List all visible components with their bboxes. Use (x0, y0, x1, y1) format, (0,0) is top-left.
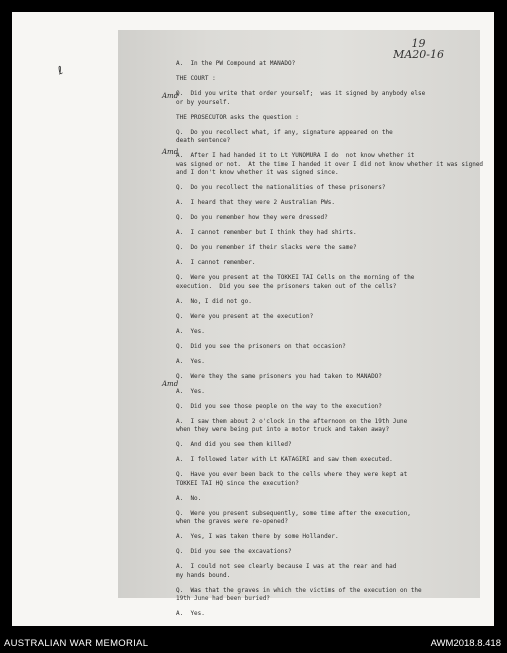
transcript-line: Q. Did you see those people on the way to the execution? (176, 402, 382, 410)
page-number (393, 38, 444, 60)
transcript-line: Q. Do you recollect the nationalities of these prisoners? (176, 184, 386, 191)
transcript-line: Q. Did you see the prisoners on that occasion? (176, 342, 346, 350)
transcript-line: A. In the PW Compound at MANADO? (176, 60, 296, 67)
transcript-line: Q. Was that the graves in which the victims of the execution on the (176, 586, 422, 594)
transcript-line: A. Yes, I was taken there by some Hollander. (176, 533, 339, 540)
transcript-line: TOKKEI TAI HQ since the execution? (176, 479, 299, 487)
transcript-line: Q. Have you ever been back to the cells where they were kept at (176, 471, 408, 478)
transcript-line: Q. Do you recollect what, if any, signature appeared on the (176, 128, 393, 136)
footer-bar (0, 634, 507, 653)
transcript-line: THE PROSECUTOR asks the question : (176, 113, 299, 121)
transcript-line: when they were being put into a motor truck and taken away? (176, 426, 390, 433)
transcript-line: was signed or not. At the time I handed it over I did not know whether it was signed (176, 160, 484, 168)
page-number-bottom: MA20-16 (393, 48, 444, 61)
transcript-line: execution. Did you see the prisoners taken out of the cells? (176, 282, 397, 290)
transcript-line: Q. Did you see the excavations? (176, 548, 292, 555)
corner-mark: ℓ (55, 63, 65, 78)
transcript-line: when the graves were re-opened? (176, 518, 288, 525)
transcript-line: Q. Were they the same prisoners you had taken to MANADO? (176, 372, 382, 380)
transcript-line: A. Yes. (176, 387, 205, 395)
transcript-line: A. I followed later with Lt KATAGIRI and saw them executed. (176, 456, 393, 463)
transcript-line: THE COURT : (176, 75, 216, 82)
transcript-line: death sentence? (176, 137, 231, 144)
page-number-top: 19 (411, 37, 426, 50)
transcript-text (176, 60, 484, 626)
transcript-line: A. Yes. (176, 610, 205, 617)
transcript-line: A. I heard that they were 2 Australian PWs. (176, 199, 335, 206)
document-page (118, 30, 484, 617)
transcript-line: Q. Were you present at the TOKKEI TAI Cells on the morning of the (176, 274, 415, 281)
margin-note: Amd (162, 380, 179, 388)
transcript-line: my hands bound. (176, 571, 231, 579)
transcript-line: A. Yes. (176, 327, 205, 335)
transcript-line: A. I saw them about 2 o'clock in the afternoon on the 19th June (176, 417, 408, 425)
transcript-line: Q. Do you remember if their slacks were the same? (176, 244, 357, 251)
transcript-line: Q. And did you see them killed? (176, 441, 292, 448)
transcript-line: 19th June had been buried? (176, 595, 270, 602)
transcript-line: or by yourself. (176, 98, 231, 106)
transcript-line: A. After I had handed it to Lt YUNOMURA I do not know whether it (176, 152, 415, 159)
transcript-line: A. No. (176, 494, 202, 502)
transcript-line: A. I cannot remember. (176, 259, 256, 266)
transcript-line: Q. Did you write that order yourself; was it signed by anybody else (176, 90, 426, 97)
transcript-line: Q. Were you present at the execution? (176, 312, 314, 320)
transcript-line: A. Yes. (176, 357, 205, 365)
margin-note: Amd (162, 148, 179, 156)
transcript-line: A. I cannot remember but I think they had shirts. (176, 229, 357, 236)
transcript-line: A. I could not see clearly because I was at the rear and had (176, 563, 397, 570)
transcript-line: Q. Do you remember how they were dressed? (176, 214, 328, 221)
transcript-line: A. No, I did not go. (176, 297, 252, 305)
transcript-line: Q. Were you present subsequently, some time after the execution, (176, 509, 411, 517)
transcript-line: and I don't know whether it was signed since. (176, 169, 339, 176)
footer-accession-number: AWM2018.8.418 (430, 638, 501, 649)
margin-note: Amd (162, 92, 179, 100)
footer-institution: AUSTRALIAN WAR MEMORIAL (4, 638, 149, 649)
